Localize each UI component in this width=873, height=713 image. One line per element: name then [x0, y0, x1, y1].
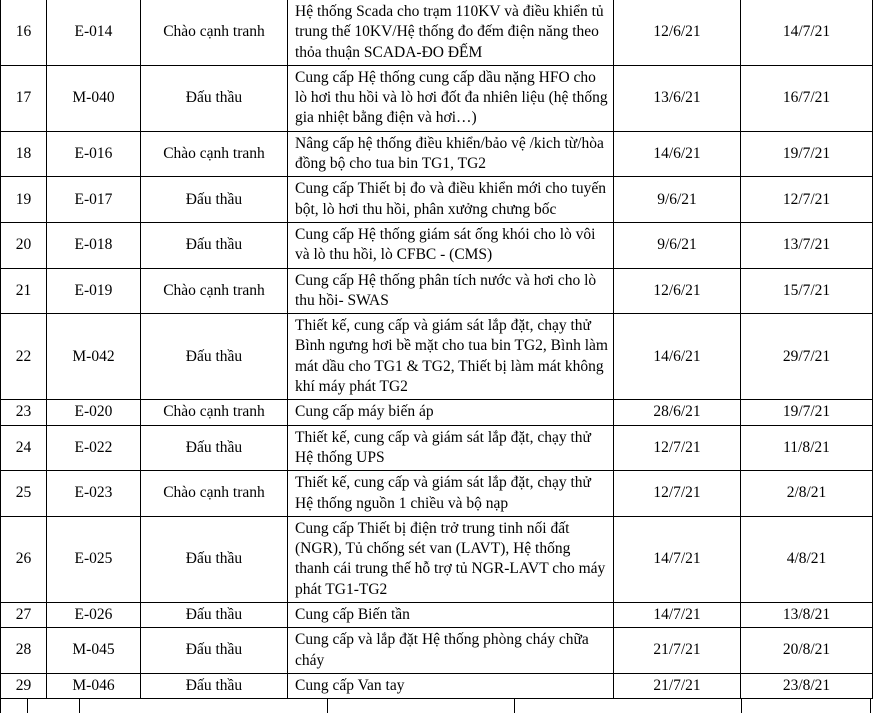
table-row — [1, 603, 873, 628]
cell-description: Cung cấp Hệ thống phân tích nước và hơi cho lò thu hồi- SWAS — [288, 268, 614, 314]
cell-date_1: 9/6/21 — [614, 177, 741, 223]
column-line-stub — [741, 699, 742, 713]
cell-date_2: 29/7/21 — [741, 314, 873, 400]
cell-method: Chào cạnh tranh — [141, 400, 288, 425]
cell-date_2: 13/8/21 — [741, 603, 873, 628]
cell-method: Đấu thầu — [141, 628, 288, 674]
cell-code: M-040 — [47, 65, 141, 131]
table-row — [1, 425, 873, 471]
table-row — [1, 471, 873, 517]
cell-date_2: 19/7/21 — [741, 131, 873, 177]
cell-date_1: 14/7/21 — [614, 516, 741, 602]
cell-date_1: 12/7/21 — [614, 471, 741, 517]
cell-no: 23 — [1, 400, 47, 425]
table-row — [1, 673, 873, 698]
cell-date_2: 4/8/21 — [741, 516, 873, 602]
cell-method: Đấu thầu — [141, 603, 288, 628]
cell-code: E-022 — [47, 425, 141, 471]
cell-no: 26 — [1, 516, 47, 602]
next-row-cutoff — [0, 699, 872, 713]
table-row — [1, 516, 873, 602]
cell-date_1: 14/6/21 — [614, 131, 741, 177]
cell-no: 28 — [1, 628, 47, 674]
cell-code: E-023 — [47, 471, 141, 517]
cell-date_1: 14/6/21 — [614, 314, 741, 400]
cell-method: Đấu thầu — [141, 222, 288, 268]
cell-code: E-016 — [47, 131, 141, 177]
cell-code: E-025 — [47, 516, 141, 602]
table-row — [1, 314, 873, 400]
cell-method: Chào cạnh tranh — [141, 268, 288, 314]
column-line-stub — [0, 699, 1, 713]
cell-method: Chào cạnh tranh — [141, 471, 288, 517]
cell-method: Đấu thầu — [141, 65, 288, 131]
cell-date_1: 21/7/21 — [614, 628, 741, 674]
cell-no: 25 — [1, 471, 47, 517]
cell-code: E-014 — [47, 0, 141, 65]
cell-description: Cung cấp Thiết bị đo và điều khiển mới cho tuyến bột, lò hơi thu hồi, phân xưởng chưng bốc — [288, 177, 614, 223]
cell-description: Cung cấp Van tay — [288, 673, 614, 698]
cell-no: 17 — [1, 65, 47, 131]
cell-code: M-042 — [47, 314, 141, 400]
cell-no: 20 — [1, 222, 47, 268]
cell-description: Cung cấp Biến tần — [288, 603, 614, 628]
cell-method: Đấu thầu — [141, 177, 288, 223]
cell-no: 21 — [1, 268, 47, 314]
cell-date_2: 14/7/21 — [741, 0, 873, 65]
cell-no: 22 — [1, 314, 47, 400]
cell-description: Nâng cấp hệ thống điều khiển/bảo vệ /kich từ/hòa đồng bộ cho tua bin TG1, TG2 — [288, 131, 614, 177]
cell-date_1: 14/7/21 — [614, 603, 741, 628]
cell-date_2: 19/7/21 — [741, 400, 873, 425]
table-body — [1, 0, 873, 699]
table-row — [1, 131, 873, 177]
cell-description: Cung cấp máy biến áp — [288, 400, 614, 425]
cell-description: Thiết kế, cung cấp và giám sát lắp đặt, chạy thử Bình ngưng hơi bề mặt cho tua bin TG2, Bình làm mát dầu cho TG1 & TG2, Thiết bị làm mát không khí máy phát TG2 — [288, 314, 614, 400]
cell-no: 18 — [1, 131, 47, 177]
cell-description: Cung cấp Hệ thống cung cấp dầu nặng HFO cho lò hơi thu hồi và lò hơi đốt đa nhiên liệu (hệ thống gia nhiệt bằng điện và hơi…) — [288, 65, 614, 131]
cell-description: Thiết kế, cung cấp và giám sát lắp đặt, chạy thử Hệ thống nguồn 1 chiều và bộ nạp — [288, 471, 614, 517]
cell-date_1: 28/6/21 — [614, 400, 741, 425]
cell-date_2: 23/8/21 — [741, 673, 873, 698]
column-line-stub — [514, 699, 515, 713]
cell-code: E-026 — [47, 603, 141, 628]
cell-description: Cung cấp Thiết bị điện trở trung tinh nối đất (NGR), Tủ chống sét van (LAVT), Hệ thống thanh cái trung thế hỗ trợ tủ NGR-LAVT cho máy phát TG1-TG2 — [288, 516, 614, 602]
cell-date_1: 21/7/21 — [614, 673, 741, 698]
cell-description: Hệ thống Scada cho trạm 110KV và điều khiển tủ trung thế 10KV/Hệ thống đo đếm điện năng theo thỏa thuận SCADA-ĐO ĐẾM — [288, 0, 614, 65]
cell-method: Đấu thầu — [141, 673, 288, 698]
cell-date_1: 12/6/21 — [614, 0, 741, 65]
cell-date_1: 12/7/21 — [614, 425, 741, 471]
cell-date_1: 12/6/21 — [614, 268, 741, 314]
cell-date_2: 2/8/21 — [741, 471, 873, 517]
table-row — [1, 177, 873, 223]
table-row — [1, 0, 873, 65]
table-row — [1, 222, 873, 268]
cell-code: M-046 — [47, 673, 141, 698]
cell-method: Đấu thầu — [141, 314, 288, 400]
cell-code: E-018 — [47, 222, 141, 268]
cell-date_2: 13/7/21 — [741, 222, 873, 268]
cell-code: M-045 — [47, 628, 141, 674]
cell-method: Đấu thầu — [141, 516, 288, 602]
cell-method: Chào cạnh tranh — [141, 0, 288, 65]
cell-method: Chào cạnh tranh — [141, 131, 288, 177]
table-row — [1, 268, 873, 314]
table-row — [1, 65, 873, 131]
cell-date_2: 12/7/21 — [741, 177, 873, 223]
cell-description: Cung cấp và lắp đặt Hệ thống phòng cháy chữa cháy — [288, 628, 614, 674]
cell-date_2: 15/7/21 — [741, 268, 873, 314]
cell-method: Đấu thầu — [141, 425, 288, 471]
cell-no: 27 — [1, 603, 47, 628]
cell-code: E-020 — [47, 400, 141, 425]
cell-code: E-017 — [47, 177, 141, 223]
cell-no: 24 — [1, 425, 47, 471]
cell-date_1: 9/6/21 — [614, 222, 741, 268]
cell-date_1: 13/6/21 — [614, 65, 741, 131]
cell-date_2: 16/7/21 — [741, 65, 873, 131]
table-row — [1, 400, 873, 425]
table-row — [1, 628, 873, 674]
cell-no: 29 — [1, 673, 47, 698]
cell-description: Thiết kế, cung cấp và giám sát lắp đặt, chạy thử Hệ thống UPS — [288, 425, 614, 471]
cell-description: Cung cấp Hệ thống giám sát ống khói cho lò vôi và lò thu hồi, lò CFBC - (CMS) — [288, 222, 614, 268]
cell-date_2: 20/8/21 — [741, 628, 873, 674]
cell-date_2: 11/8/21 — [741, 425, 873, 471]
cell-code: E-019 — [47, 268, 141, 314]
cell-no: 16 — [1, 0, 47, 65]
column-line-stub — [327, 699, 328, 713]
column-line-stub — [27, 699, 28, 713]
column-line-stub — [870, 699, 871, 713]
column-line-stub — [79, 699, 80, 713]
cell-no: 19 — [1, 177, 47, 223]
